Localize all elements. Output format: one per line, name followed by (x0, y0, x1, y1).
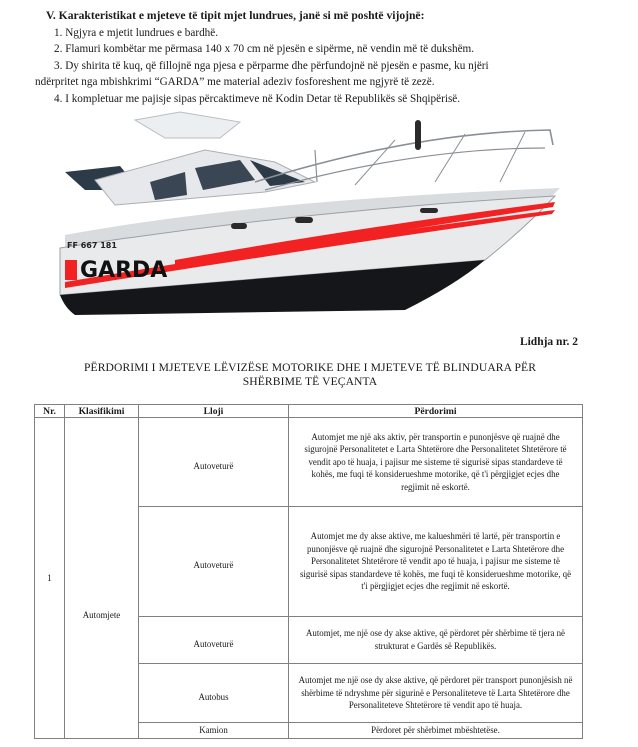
cell-perdorimi: Automjet me dy akse aktive, me kalueshmëri të lartë, për transportin e punonjësve që ruajnë dhe sigurojnë Personalitetet e Larta Shtetërore dhe Personalitetet Shtetërore të vendit apo të huaja, i pajisur me sisteme të sigurisë sipas standardeve të kohës, me fuqi të konsiderueshme motorike, që t'i përgjigjet ecjes dhe regjimit në eskortë. (289, 507, 583, 617)
list-item: 2. Flamuri kombëtar me përmasa 140 x 70 cm në pjesën e sipërme, në vendin më të dukshëm. (54, 43, 475, 56)
hull-lettering: GARDA (80, 258, 168, 283)
annex-title (30, 361, 590, 389)
lloji-value: Autobus (198, 691, 229, 702)
list-item: 4. I kompletuar me pajisje sipas përcaktimeve në Kodin Detar të Republikës së Shqipërisë. (54, 92, 461, 105)
lloji-value: Autoveturë (193, 460, 234, 471)
cell-lloji (139, 664, 289, 723)
cell-perdorimi: Automjet me një aks aktiv, për transportin e punonjësve që ruajnë dhe sigurojnë Personalitetet e Larta Shtetërore dhe Personalitetet Shtetërore të vendit apo të huaja, i pajisur me sisteme të sigurisë sipas standardeve të kohës, me fuqi të konsiderueshme motorike, që t'i përgjigjet ecjes dhe regjimit në eskortë. (289, 418, 583, 507)
annex-title-line-1: PËRDORIMI I MJETEVE LËVIZËSE MOTORIKE DHE I MJETEVE TË BLINDUARA PËR (83, 361, 537, 374)
list-item: 1. Ngjyra e mjetit lundrues e bardhë. (54, 26, 219, 39)
cell-perdorimi: Automjet, me një ose dy akse aktive, që përdoret për shërbime të tjera në strukturat e Gardës së Republikës. (289, 617, 583, 664)
lloji-value: Autoveturë (193, 560, 234, 571)
cell-lloji (139, 418, 289, 507)
list-item-continuation: ndërpritet nga mbishkrimi “GARDA” me material adeziv fosforeshent me ngjyrë të zezë. (35, 76, 435, 89)
header-nr: Nr. (35, 405, 65, 418)
cell-perdorimi: Automjet me një ose dy akse aktive, që përdoret për transport punonjësish në shërbime të ndryshme për sigurinë e Personaliteteve të Larta Shtetërore dhe Personaliteteve Shtetërore të vendit apo të huaja. (289, 664, 583, 723)
cell-perdorimi: Përdoret për shërbimet mbështetëse. (289, 723, 583, 739)
list-item: 3. Dy shirita të kuq, që fillojnë nga pjesa e përparme dhe përfundojnë në pjesën e pasme, ku njëri (54, 59, 489, 72)
annex-label: Lidhja nr. 2 (519, 336, 578, 348)
lloji-value: Autoveturë (193, 638, 234, 649)
header-lloji: Lloji (139, 405, 289, 418)
vehicle-usage-table (34, 404, 583, 739)
annex-title-line-2: SHËRBIME TË VEÇANTA (242, 375, 378, 388)
table-header-row (35, 405, 583, 418)
registration-number: FF 667 181 (67, 241, 117, 250)
header-klasifikimi: Klasifikimi (65, 405, 139, 418)
section-v-characteristics (35, 8, 606, 108)
table-row (35, 418, 583, 507)
cell-klasifikimi (65, 418, 139, 739)
header-perdorimi: Përdorimi (289, 405, 583, 418)
section-heading: V. Karakteristikat e mjeteve të tipit mjet lundrues, janë si më poshtë vijojnë: (46, 9, 425, 22)
cell-lloji: Kamion (139, 723, 289, 739)
cell-lloji (139, 617, 289, 664)
cell-nr: 1 (35, 418, 65, 739)
patrol-boat-image (55, 110, 575, 320)
cell-lloji (139, 507, 289, 617)
klasifikimi-value: Automjete (82, 610, 121, 621)
